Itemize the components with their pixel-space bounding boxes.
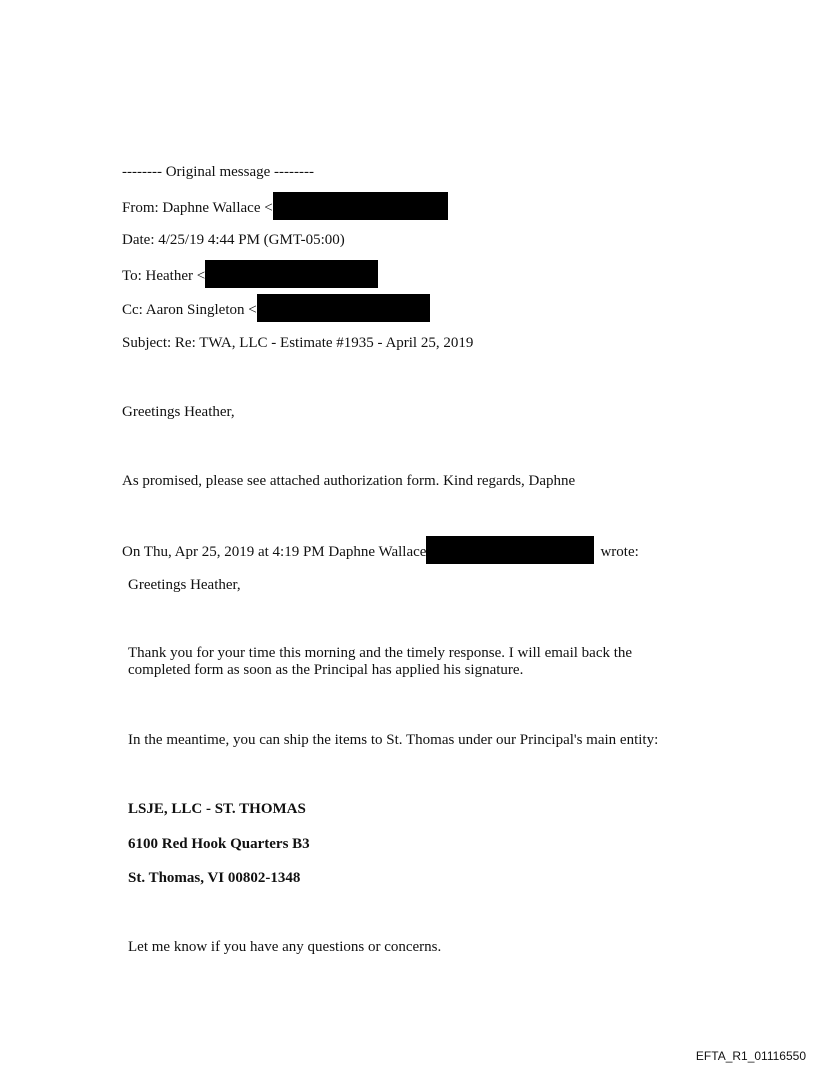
subject-line: Subject: Re: TWA, LLC - Estimate #1935 - April 25, 2019 [122, 335, 474, 351]
reply-body: As promised, please see attached authorization form. Kind regards, Daphne [122, 473, 576, 489]
quoted-greeting: Greetings Heather, [128, 577, 241, 593]
to-label: To: Heather < [122, 267, 206, 284]
quoted-intro-suffix: wrote: [600, 543, 639, 560]
address-line-3: St. Thomas, VI 00802-1348 [128, 870, 301, 886]
to-line [122, 265, 378, 288]
quoted-intro-prefix: On Thu, Apr 25, 2019 at 4:19 PM Daphne Wallace [122, 543, 427, 560]
address-line-2: 6100 Red Hook Quarters B3 [128, 836, 310, 852]
quoted-intro [122, 541, 639, 564]
original-message-divider: -------- Original message -------- [122, 164, 314, 180]
cc-line [122, 299, 430, 322]
quoted-closing: Let me know if you have any questions or concerns. [128, 939, 442, 955]
quoted-paragraph-2: In the meantime, you can ship the items to St. Thomas under our Principal's main entity: [128, 732, 659, 748]
address-line-1: LSJE, LLC - ST. THOMAS [128, 801, 306, 817]
reply-greeting: Greetings Heather, [122, 404, 235, 420]
redaction-block [257, 294, 430, 322]
redaction-block [205, 260, 378, 288]
from-label: From: Daphne Wallace < [122, 199, 273, 216]
from-line [122, 197, 448, 220]
date-line: Date: 4/25/19 4:44 PM (GMT-05:00) [122, 232, 345, 248]
document-id: EFTA_R1_01116550 [695, 1049, 806, 1063]
cc-label: Cc: Aaron Singleton < [122, 301, 257, 318]
redaction-block [273, 192, 448, 220]
redaction-block [426, 536, 594, 564]
quoted-paragraph-1: Thank you for your time this morning and the timely response. I will email back the completed form as soon as the Principal has applied his signature. [128, 645, 633, 678]
